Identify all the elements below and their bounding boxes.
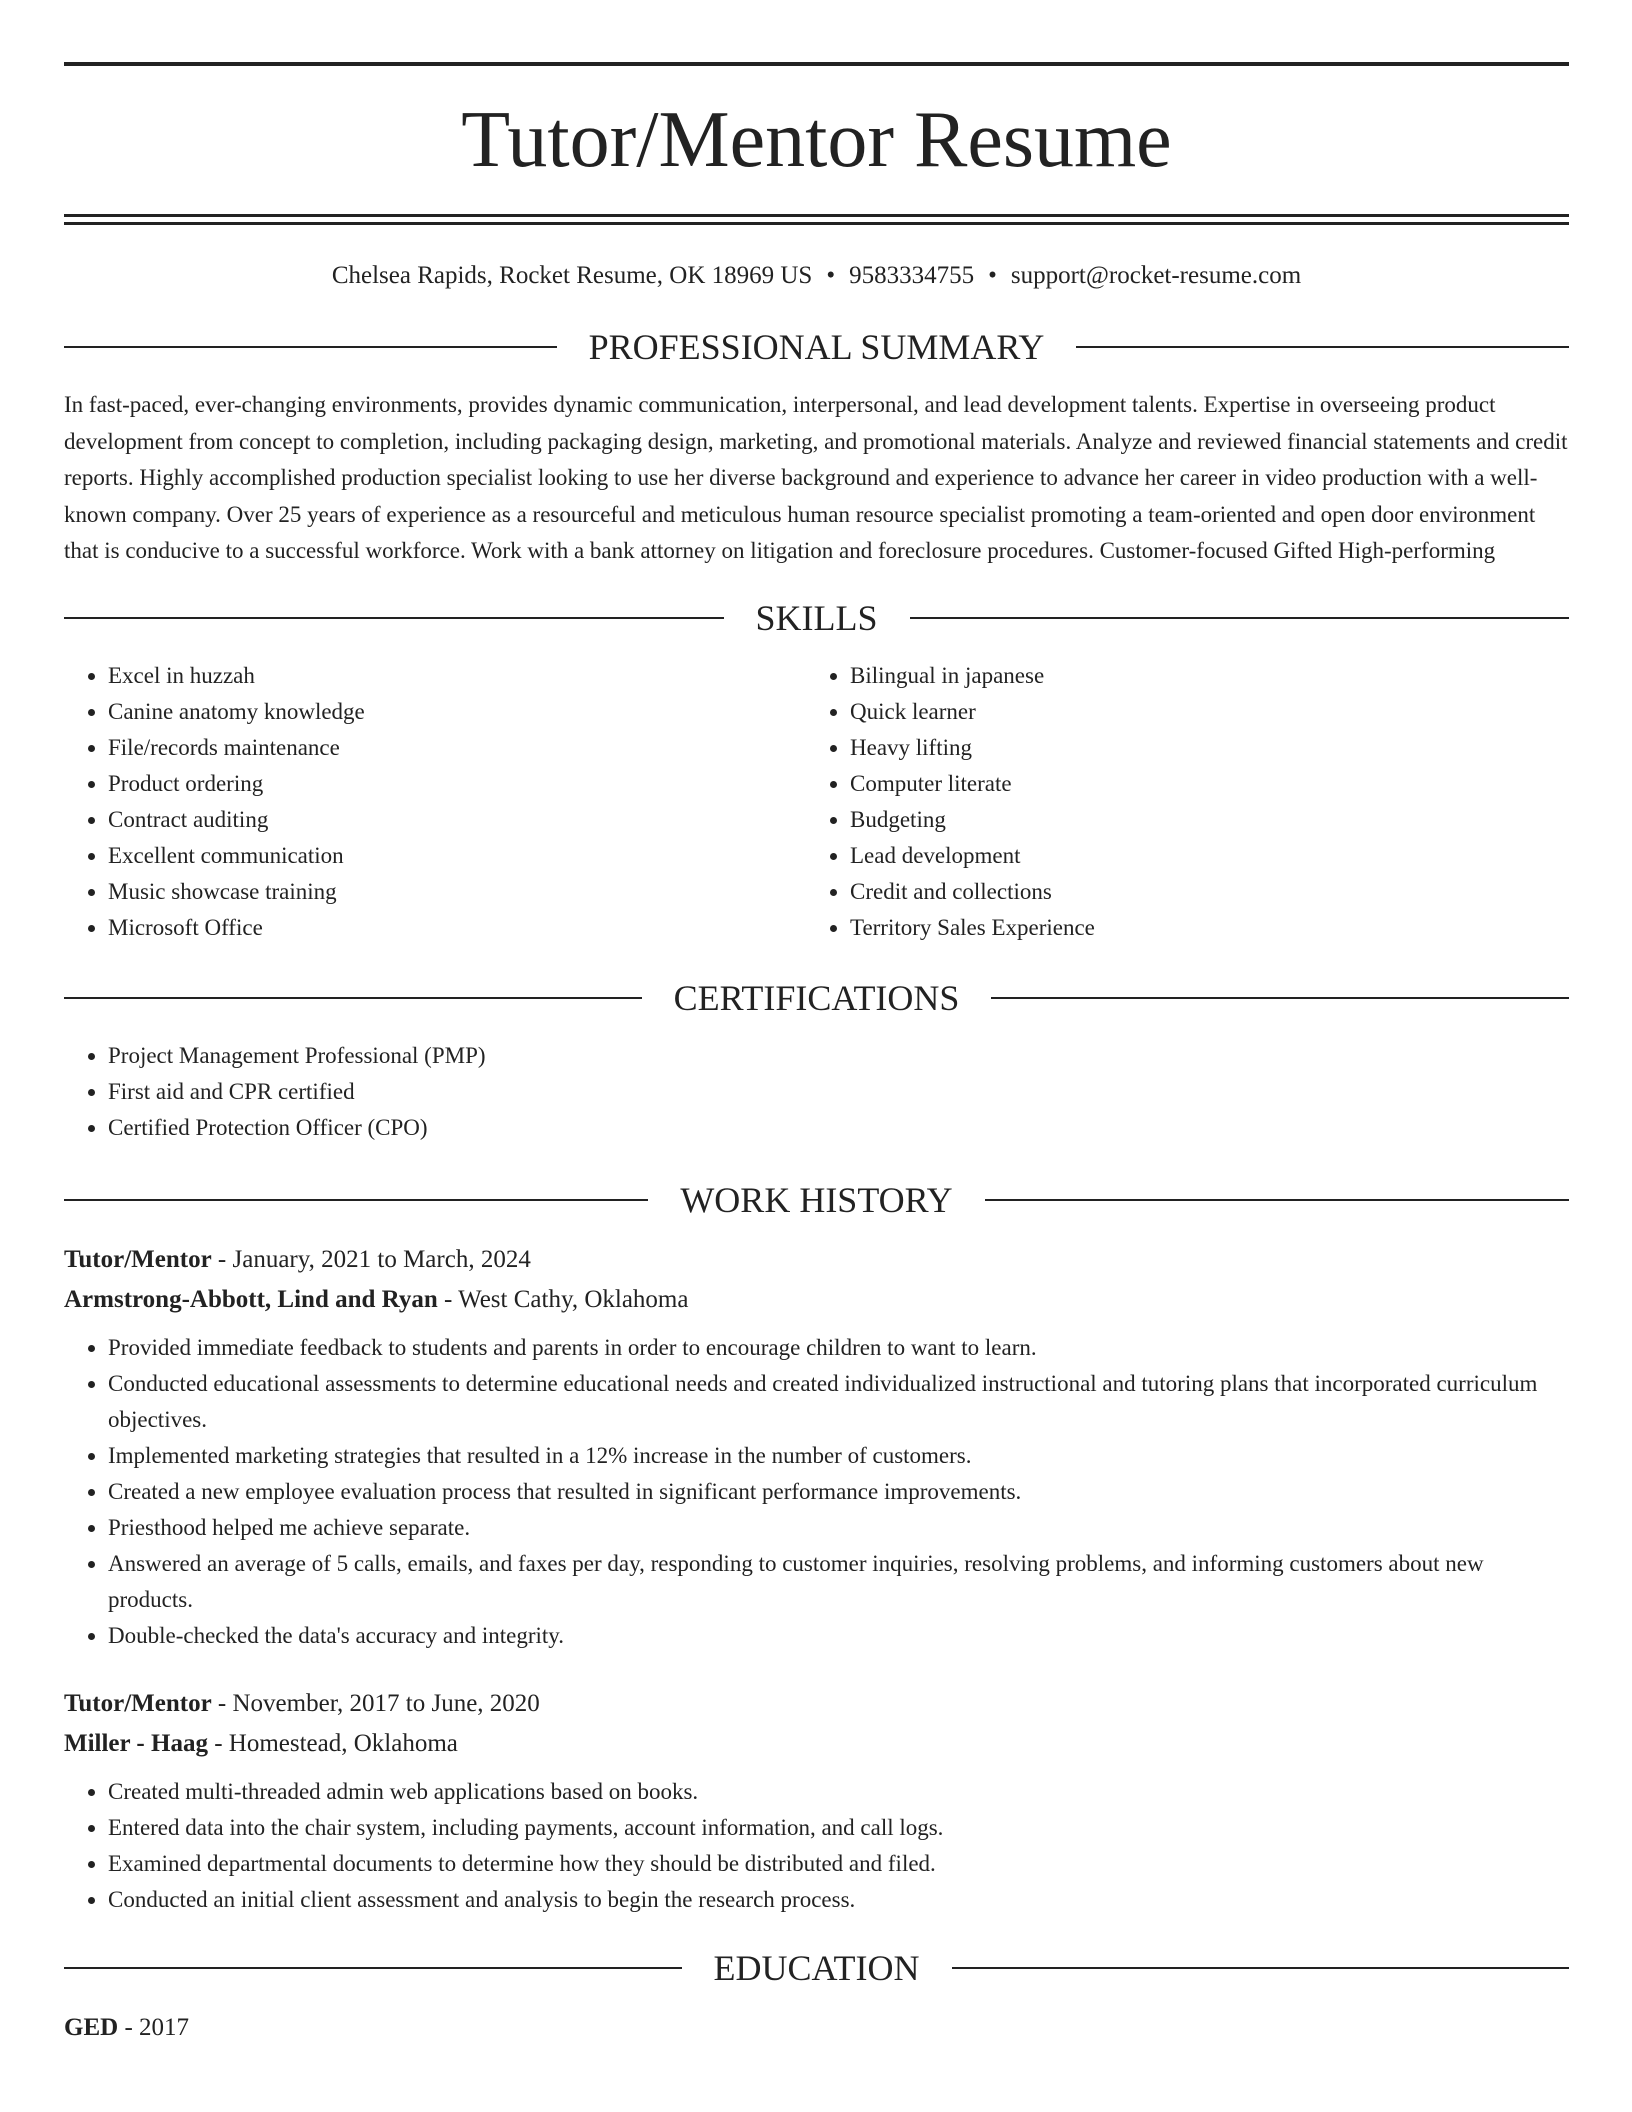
skills-heading: SKILLS — [755, 597, 878, 638]
certifications-list — [64, 1038, 1569, 1146]
skill-item: • Bilingual in japanese — [850, 658, 1548, 694]
skill-item: • Lead development — [850, 838, 1548, 874]
contact-separator: • — [826, 262, 836, 289]
skill-item: • Excel in huzzah — [108, 658, 806, 694]
skill-item: • File/records maintenance — [108, 730, 806, 766]
skill-item: • Product ordering — [108, 766, 806, 802]
education-heading: EDUCATION — [713, 1947, 920, 1988]
job-duty-item: • Provided immediate feedback to students and parents in order to encourage children to want to learn. — [108, 1330, 1569, 1366]
work-section-header — [64, 1179, 1569, 1220]
resume-content — [64, 62, 1569, 2048]
skills-column-right — [806, 658, 1548, 946]
job-duty-item: • Conducted an initial client assessment and analysis to begin the research process. — [108, 1882, 1569, 1918]
certification-item: • Certified Protection Officer (CPO) — [108, 1110, 1569, 1146]
job-company-line — [64, 1280, 1569, 1320]
job-duty-item: • Priesthood helped me achieve separate. — [108, 1510, 1569, 1546]
job-company: Armstrong-Abbott, Lind and Ryan — [64, 1285, 438, 1313]
skill-item: • Territory Sales Experience — [850, 910, 1548, 946]
resume-title: Tutor/Mentor Resume — [461, 96, 1172, 184]
certification-item: • Project Management Professional (PMP) — [108, 1038, 1569, 1074]
job-title: Tutor/Mentor — [64, 1245, 212, 1273]
contact-phone: 9583334755 — [849, 262, 975, 289]
summary-heading: PROFESSIONAL SUMMARY — [588, 327, 1045, 367]
skills-column-left — [64, 658, 806, 946]
section-rule — [952, 1967, 1570, 1969]
skill-item: • Budgeting — [850, 802, 1548, 838]
job-duty-item: • Entered data into the chair system, including payments, account information, and call logs. — [108, 1810, 1569, 1846]
job-dates: - January, 2021 to March, 2024 — [211, 1245, 531, 1273]
work-entry — [64, 1240, 1569, 1654]
section-rule — [985, 1199, 1569, 1201]
job-company-line — [64, 1724, 1569, 1764]
certifications-section-header — [64, 977, 1569, 1018]
skill-item: • Music showcase training — [108, 874, 806, 910]
skill-item: • Contract auditing — [108, 802, 806, 838]
top-rule — [64, 62, 1569, 66]
job-duty-item: • Implemented marketing strategies that resulted in a 12% increase in the number of customers. — [108, 1438, 1569, 1474]
job-duty-item: • Examined departmental documents to determine how they should be distributed and filed. — [108, 1846, 1569, 1882]
job-title-line — [64, 1240, 1569, 1280]
section-rule — [64, 1199, 648, 1201]
title-double-rule — [64, 214, 1569, 225]
work-heading: WORK HISTORY — [680, 1179, 953, 1220]
job-location: - West Cathy, Oklahoma — [437, 1285, 689, 1313]
education-year: - 2017 — [118, 2013, 190, 2041]
section-rule — [910, 617, 1570, 619]
skills-list — [64, 658, 1569, 946]
skill-item: • Heavy lifting — [850, 730, 1548, 766]
skill-item: • Quick learner — [850, 694, 1548, 730]
certifications-heading: CERTIFICATIONS — [673, 977, 960, 1018]
education-entry — [64, 2008, 1569, 2048]
job-duty-item: • Created multi-threaded admin web applications based on books. — [108, 1774, 1569, 1810]
contact-line — [64, 261, 1569, 291]
work-entry — [64, 1684, 1569, 1918]
job-title-line — [64, 1684, 1569, 1724]
job-dates: - November, 2017 to June, 2020 — [211, 1689, 540, 1717]
skill-item: • Computer literate — [850, 766, 1548, 802]
job-duty-item: • Created a new employee evaluation process that resulted in significant performance improvements. — [108, 1474, 1569, 1510]
skill-item: • Microsoft Office — [108, 910, 806, 946]
certification-item: • First aid and CPR certified — [108, 1074, 1569, 1110]
section-rule — [64, 346, 557, 348]
education-section-header — [64, 1947, 1569, 1988]
contact-separator: • — [988, 262, 997, 289]
job-duties — [64, 1330, 1569, 1654]
job-duties — [64, 1774, 1569, 1918]
job-duty-item: • Conducted educational assessments to determine educational needs and created individualized instructional and tutoring plans that incorporated curriculum objectives. — [108, 1366, 1569, 1438]
job-duty-item: • Double-checked the data's accuracy and integrity. — [108, 1618, 1569, 1654]
contact-address: Chelsea Rapids, Rocket Resume, OK 18969 US — [331, 262, 813, 289]
job-title: Tutor/Mentor — [64, 1689, 212, 1717]
section-rule — [64, 1967, 682, 1969]
contact-email: support@rocket-resume.com — [1010, 262, 1302, 289]
summary-text: In fast-paced, ever-changing environments, provides dynamic communication, interpersonal, and lead development talents. Expertise in overseeing product development from concept to completion, including packaging design, marketing, and promotional materials. Analyze and reviewed financial statements and credit reports. Highly accomplished production specialist looking to use her diverse background and experience to advance her career in video production with a well-known company. Over 25 years of experience as a resourceful and meticulous human resource specialist promoting a team-oriented and open door environment that is conducive to a successful workforce. Work with a bank attorney on litigation and foreclosure procedures. Customer-focused Gifted High-performing — [64, 392, 1568, 563]
education-degree: GED — [64, 2013, 119, 2041]
skill-item: • Canine anatomy knowledge — [108, 694, 806, 730]
section-rule — [64, 617, 724, 619]
section-rule — [64, 997, 642, 999]
summary-section-header — [64, 329, 1569, 365]
skill-item: • Credit and collections — [850, 874, 1548, 910]
job-location: - Homestead, Oklahoma — [207, 1729, 458, 1757]
job-company: Miller - Haag — [64, 1729, 208, 1757]
job-duty-item: • Answered an average of 5 calls, emails, and faxes per day, responding to customer inquiries, resolving problems, and informing customers about new products. — [108, 1546, 1569, 1618]
section-rule — [1076, 346, 1569, 348]
section-rule — [991, 997, 1569, 999]
skill-item: • Excellent communication — [108, 838, 806, 874]
skills-section-header — [64, 597, 1569, 638]
